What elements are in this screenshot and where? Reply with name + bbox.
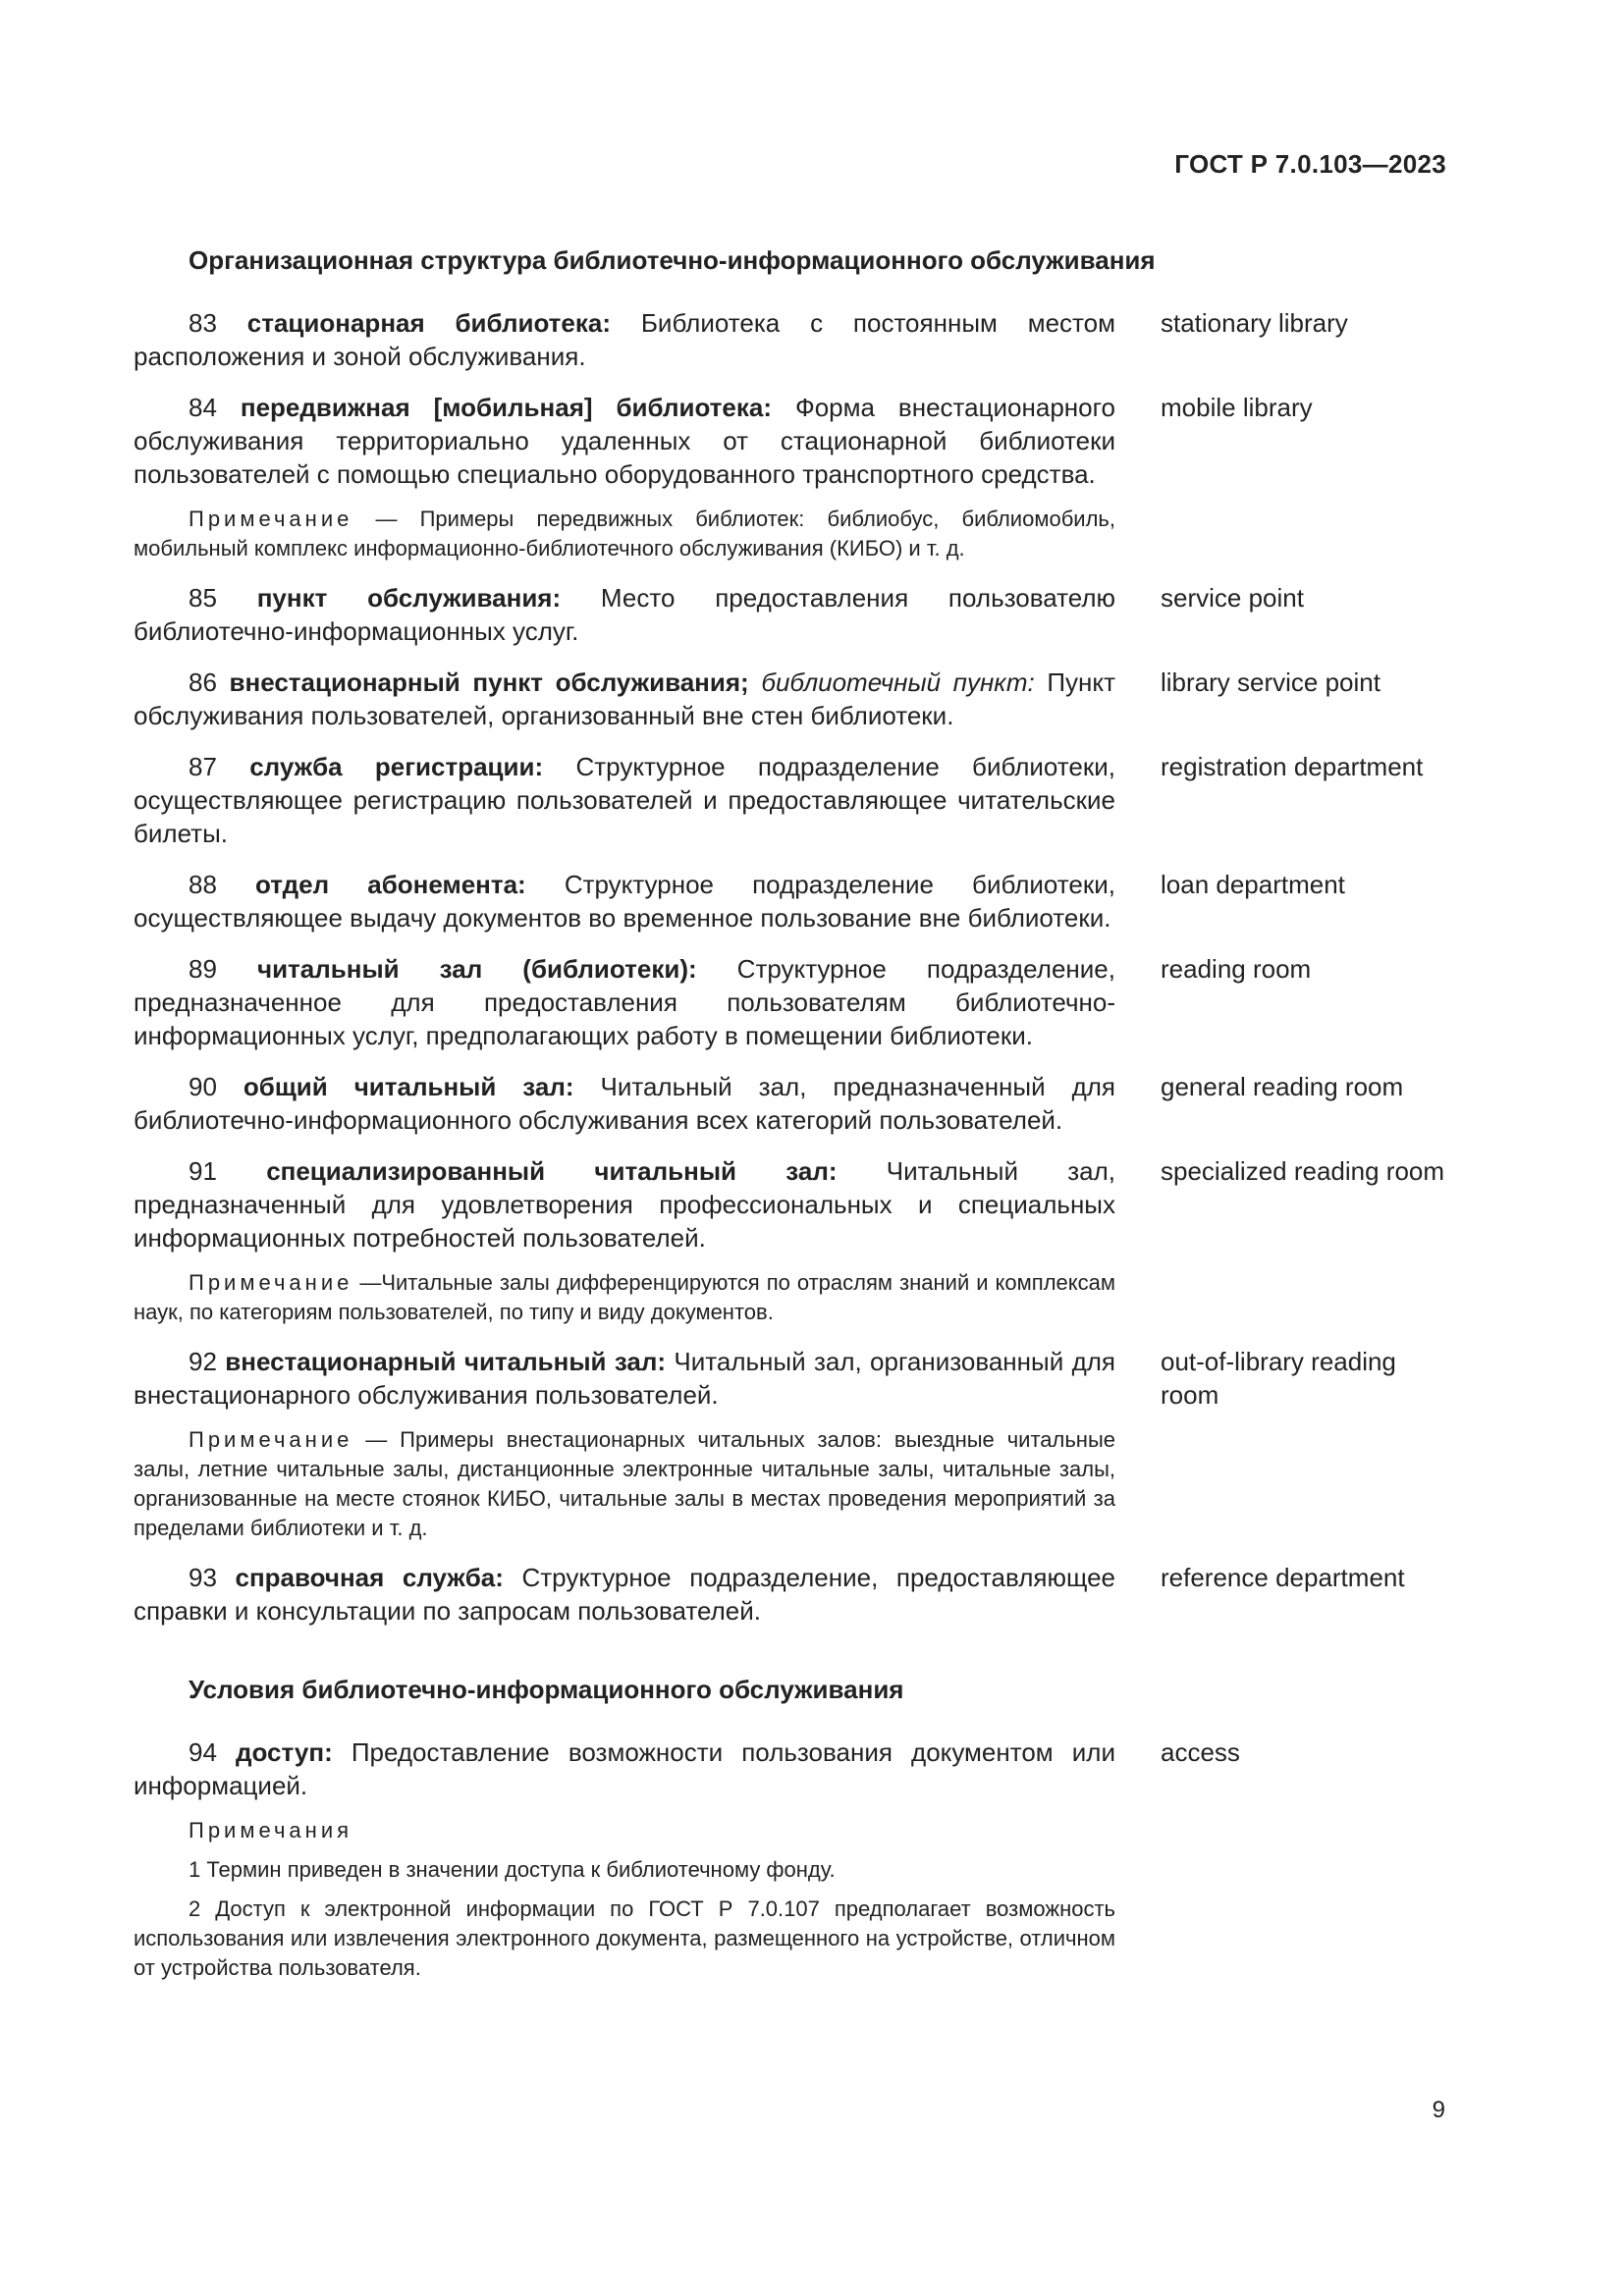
term-definition-text: Структурное подразделение, предназначенное для предоставления пользователям библиотечно-информационных услуг, предполагающих работу в помещении библиотеки. [134,954,1115,1050]
term-definition-text: Библиотека с постоянным местом расположения и зоной обслуживания. [134,308,1116,371]
term-name: читальный зал (библиотеки): [256,954,697,984]
term-english: mobile library [1161,393,1313,422]
section-heading: Организационная структура библиотечно-информационного обслуживания [189,245,1156,275]
term-name: стационарная библиотека: [246,308,612,338]
term-definition-text: Пункт обслуживания пользователей, организованный вне стен библиотеки. [134,667,1115,730]
term-definition [134,391,1115,491]
document-content [134,243,1445,2001]
section-heading: Условия библиотечно-информационного обслуживания [189,1675,904,1704]
term-definition [134,1735,1115,1802]
term-number: 91 [189,1156,217,1186]
term-body [134,868,1115,934]
term-number: 93 [189,1563,217,1592]
term-definition [134,1345,1115,1412]
note-label: Примечание [189,1270,353,1295]
term-definition-text: Предоставление возможности пользования документом или информацией. [134,1737,1115,1800]
term-english: loan department [1161,870,1345,899]
term-english: reference department [1161,1563,1405,1592]
term-body [134,1070,1115,1137]
term-name: справочная служба: [235,1563,504,1592]
term-body [134,1154,1115,1327]
term-definition-text: Читальный зал, организованный для внестационарного обслуживания пользователей. [134,1347,1115,1410]
term-english: reading room [1161,954,1312,984]
term-name: доступ: [236,1737,333,1767]
term-number: 84 [189,393,217,422]
term-definition [134,581,1115,648]
term-entry [134,952,1445,1052]
term-definition-text: Структурное подразделение, предоставляющее справки и консультации по запросам пользователей. [134,1563,1115,1626]
term-entry [134,750,1445,850]
term-number: 83 [189,308,217,338]
term-definition [134,868,1115,934]
term-definition [134,1070,1115,1137]
term-definition [134,750,1115,850]
term-definition-text: Структурное подразделение библиотеки, осуществляющее выдачу документов во временное пользование вне библиотеки. [134,870,1115,933]
term-definition [134,1154,1115,1255]
note-label: Примечание [189,507,353,531]
term-number: 88 [189,870,217,899]
term-body [134,750,1115,850]
term-entry [134,1345,1445,1543]
term-definition [134,306,1115,373]
term-english: library service point [1161,667,1380,697]
term-definition-text: Читальный зал, предназначенный для библиотечно-информационного обслуживания всех категорий пользователей. [134,1072,1115,1135]
term-english: out-of-library reading room [1161,1347,1396,1410]
term-body [134,581,1115,648]
term-number: 90 [189,1072,217,1101]
term-body [134,1345,1115,1543]
term-definition [134,1561,1115,1628]
term-number: 92 [189,1347,217,1376]
note-text: —Читальные залы дифференцируются по отраслям знаний и комплексам наук, по категориям пользователей, по типу и виду документов. [134,1270,1115,1324]
note-item: 2 Доступ к электронной информации по ГОСТ Р 7.0.107 предполагает возможность использования или извлечения электронного документа, размещенного на устройстве, отличном от устройства пользователя. [134,1896,1115,1980]
term-number: 94 [189,1737,217,1767]
term-entry [134,581,1445,648]
page-number: 9 [1432,2097,1445,2123]
note-item: 1 Термин приведен в значении доступа к библиотечному фонду. [189,1857,836,1882]
term-number: 85 [189,583,217,613]
term-name: общий читальный зал: [243,1072,574,1101]
term-note [134,1268,1115,1327]
term-definition-text: Место предоставления пользователю библиотечно-информационных услуг. [134,583,1115,646]
term-note [134,1425,1115,1543]
term-definition [134,952,1115,1052]
term-english: service point [1161,583,1304,613]
term-definition-text: Читальный зал, предназначенный для удовлетворения профессиональных и специальных информационных потребностей пользователей. [134,1156,1115,1253]
term-entry [134,1561,1445,1628]
term-name: служба регистрации: [249,752,544,781]
term-body [134,306,1115,373]
term-name: внестационарный читальный зал: [225,1347,667,1376]
term-entry [134,391,1445,563]
term-english: registration department [1161,752,1424,781]
term-english: stationary library [1161,308,1348,338]
note-text: — Примеры передвижных библиотек: библиобус, библиомобиль, мобильный комплекс информационно-библиотечного обслуживания (КИБО) и т. д. [134,507,1115,561]
notes-title: Примечания [189,1818,353,1842]
note-label: Примечание [189,1427,353,1452]
note-text: — Примеры внестационарных читальных залов: выездные читальные залы, летние читальные залы, дистанционные электронные читальные залы, читальные залы, организованные на месте стоянок КИБО, читальные залы в местах проведения мероприятий за пределами библиотеки и т. д. [134,1427,1115,1540]
term-entry [134,1154,1445,1327]
term-name: специализированный читальный зал: [266,1156,838,1186]
term-body [134,1735,1115,1983]
term-name: пункт обслуживания: [256,583,562,613]
term-entry [134,868,1445,934]
term-body [134,666,1115,732]
term-english: access [1161,1737,1240,1767]
term-synonym: библиотечный пункт: [761,667,1035,697]
term-definition [134,666,1115,732]
term-english: general reading room [1161,1072,1404,1101]
term-definition-text: Форма внестационарного обслуживания территориально удаленных от стационарной библиотеки пользователей с помощью специально оборудованного транспортного средства. [134,393,1115,489]
term-entry [134,1070,1445,1137]
term-name: внестационарный пункт обслуживания; [229,667,749,697]
term-body [134,391,1115,563]
term-note [134,505,1115,563]
term-name: передвижная [мобильная] библиотека: [240,393,772,422]
term-english: specialized reading room [1161,1156,1445,1186]
document-code: ГОСТ Р 7.0.103—2023 [1174,149,1446,179]
term-definition-text: Структурное подразделение библиотеки, осуществляющее регистрацию пользователей и предоставляющее читательские билеты. [134,752,1115,848]
term-name: отдел абонемента: [255,870,526,899]
term-entry [134,1735,1445,1983]
term-body [134,1561,1115,1628]
term-number: 87 [189,752,217,781]
term-number: 86 [189,667,217,697]
term-entry [134,666,1445,732]
term-body [134,952,1115,1052]
term-number: 89 [189,954,217,984]
term-entry [134,306,1445,373]
